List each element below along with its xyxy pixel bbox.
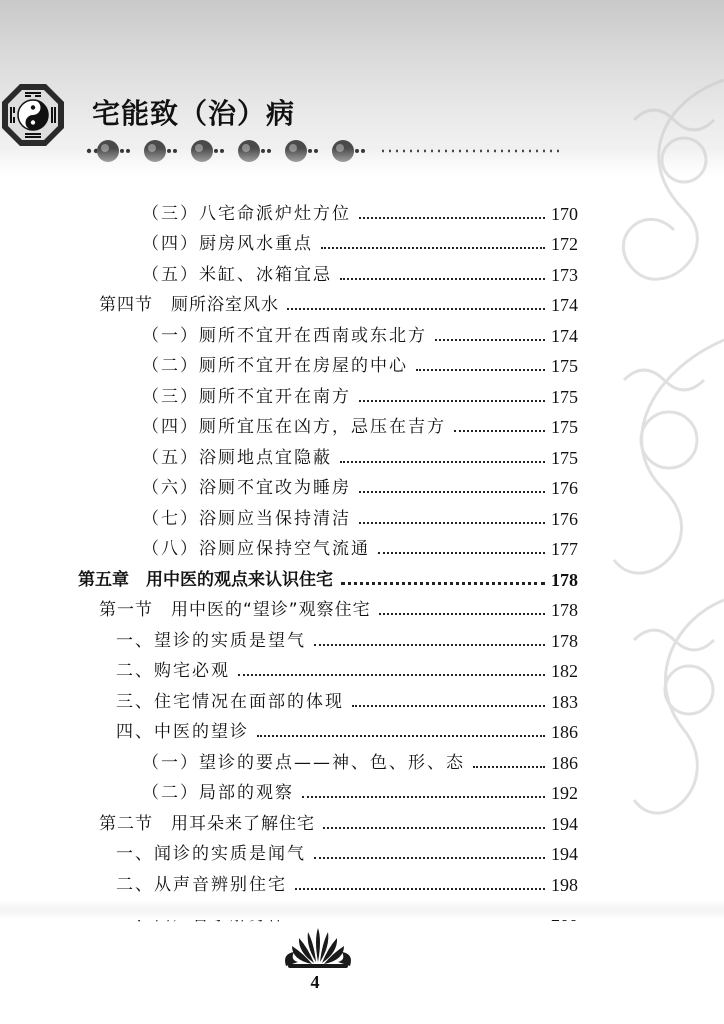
toc-entry-page: 176 [551,508,578,529]
toc-entry-label: （七）浴厕应当保持清洁 [142,508,351,529]
toc-entry-label: 一、闻诊的实质是闻气 [116,844,306,864]
toc-entry-page: 178 [551,569,578,590]
toc-entry-label: （四）厕所宜压在凶方，忌压在吉方 [142,417,446,437]
toc-entry-page: 178 [551,600,578,620]
header-dot-ball [332,140,354,162]
dot-leader [340,461,545,463]
dot-leader [257,735,545,737]
toc-entry-label: 四、中医的望诊 [116,722,249,742]
toc-entry-item [78,621,578,652]
toc-entry-label: 第五章 用中医的观点来认识住宅 [78,569,333,590]
toc-entry-sub [78,499,578,530]
toc-entry-page: 194 [551,844,578,864]
dot-leader [238,674,545,676]
dot-leader [454,430,545,432]
toc-entry-item [78,652,578,683]
toc-entry-label: 第一节 用中医的“望诊”观察住宅 [99,600,371,620]
bottom-divider-haze [0,900,724,920]
dot-leader [435,339,545,341]
table-of-contents [78,194,578,926]
toc-entry-page: 182 [551,661,578,681]
header-dot-ball [285,140,307,162]
toc-entry-label: （三）厕所不宜开在南方 [142,386,351,407]
toc-entry-label: （二）局部的观察 [142,783,294,803]
dot-leader [314,857,545,859]
toc-entry-sub [78,347,578,378]
toc-entry-label: （八）浴厕应保持空气流通 [142,539,370,559]
toc-entry-sub [78,194,578,225]
toc-entry-sub [78,438,578,469]
toc-entry-label: 三、住宅情况在面部的体现 [116,691,344,712]
toc-entry-section [78,591,578,622]
toc-entry-label: （六）浴厕不宜改为睡房 [142,478,351,498]
dot-leader [473,766,545,768]
header-dot-ball [144,140,166,162]
toc-entry-label: 第四节 厕所浴室风水 [99,295,279,315]
toc-entry-sub [78,255,578,286]
toc-entry-page: 175 [551,447,578,468]
toc-entry-page: 175 [551,417,578,437]
dot-leader [323,827,545,829]
dot-leader [287,308,545,310]
toc-entry-page: 173 [551,264,578,285]
dot-leader [295,888,545,890]
toc-entry-label: （一）望诊的要点——神、色、形、态 [142,752,465,773]
toc-entry-page: 183 [551,691,578,712]
header-dot-ball [191,140,213,162]
toc-entry-page: 177 [551,539,578,559]
dot-leader [321,247,545,249]
toc-entry-page: 172 [551,234,578,254]
toc-entry-sub [78,408,578,439]
toc-entry-page: 178 [551,630,578,651]
toc-entry-label: （二）厕所不宜开在房屋的中心 [142,356,408,376]
dot-leader [352,705,545,707]
dot-leader [314,644,545,646]
toc-entry-label: 二、购宅必观 [116,661,230,681]
toc-entry-label: （四）厨房风水重点 [142,234,313,254]
toc-entry-page: 175 [551,386,578,407]
toc-entry-page: 174 [551,325,578,346]
toc-entry-item [78,865,578,896]
toc-entry-page: 198 [551,874,578,895]
header-dot-ball [238,140,260,162]
toc-entry-page: 192 [551,783,578,803]
toc-entry-page: 170 [551,203,578,224]
dot-leader [340,278,545,280]
toc-entry-label: 第二节 用耳朵来了解住宅 [99,813,315,834]
toc-entry-sub [78,225,578,256]
toc-entry-label: 二、从声音辨别住宅 [116,874,287,895]
page-number: 4 [310,972,320,992]
toc-entry-page: 175 [551,356,578,376]
toc-entry-item [78,713,578,744]
dot-leader [341,582,545,585]
header-dot-ball [97,140,119,162]
toc-entry-label: （一）厕所不宜开在西南或东北方 [142,325,427,346]
palmette-ornament-icon [278,922,358,972]
toc-entry-sub [78,316,578,347]
bagua-yinyang-icon [0,82,66,148]
toc-entry-page: 186 [551,752,578,773]
toc-entry-page: 186 [551,722,578,742]
dot-leader [359,491,545,493]
toc-entry-sub [78,743,578,774]
toc-entry-page: 174 [551,295,578,315]
lace-pattern-decoration [574,40,724,900]
toc-entry-label: （五）米缸、冰箱宜忌 [142,264,332,285]
dot-leader [359,522,545,524]
toc-entry-chapter [78,560,578,591]
decorative-dots-row [82,138,562,164]
toc-entry-section [78,804,578,835]
toc-entry-sub [78,530,578,561]
toc-entry-sub [78,774,578,805]
dot-leader [378,552,545,554]
toc-entry-section [78,286,578,317]
toc-entry-item [78,682,578,713]
dot-leader [416,369,545,371]
dot-leader [379,613,545,615]
toc-entry-page: 176 [551,478,578,498]
toc-entry-label: 一、望诊的实质是望气 [116,630,306,651]
toc-entry-sub [78,377,578,408]
toc-entry-sub [78,469,578,500]
dot-leader [359,400,545,402]
toc-entry-label: （五）浴厕地点宜隐蔽 [142,447,332,468]
toc-entry-label: （三）八宅命派炉灶方位 [142,203,351,224]
dot-leader [359,217,545,219]
toc-entry-page: 194 [551,813,578,834]
chapter-header-title: 宅能致（治）病 [92,97,296,130]
dot-leader [302,796,545,798]
toc-entry-item [78,835,578,866]
